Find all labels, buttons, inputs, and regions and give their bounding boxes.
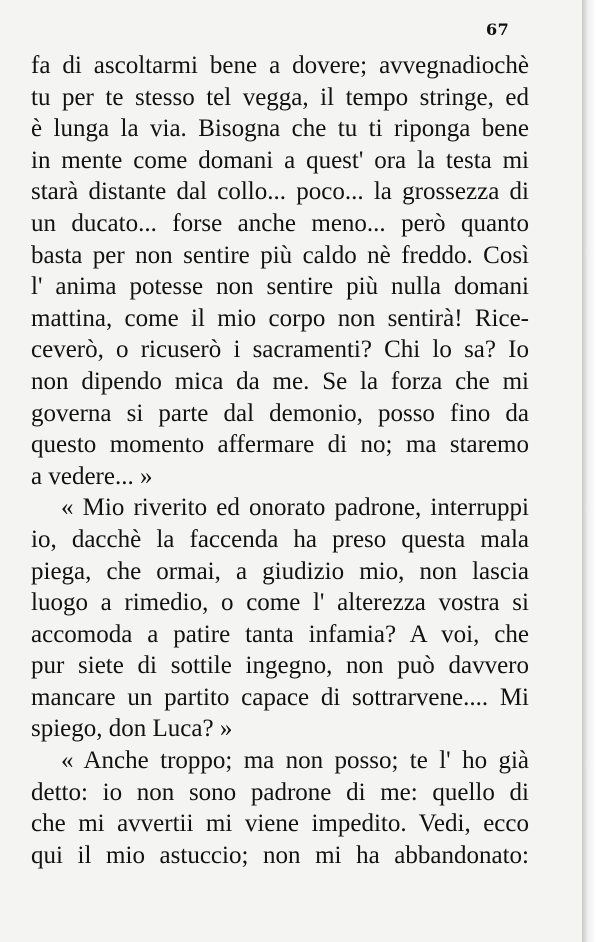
text-line: un ducato... forse anche meno... però quanto xyxy=(31,209,529,237)
text-line: io, dacchè la faccenda ha preso questa mala xyxy=(31,525,529,553)
page-edge xyxy=(582,0,596,942)
text-line: « Anche troppo; ma non posso; te l' ho già xyxy=(61,747,529,775)
text-line: ceverò, o ricuserò i sacramenti? Chi lo sa? Io xyxy=(31,336,529,364)
text-line: detto: io non sono padrone di me: quello di xyxy=(31,778,529,806)
text-line: accomoda a patire tanta infamia? A voi, che xyxy=(31,620,529,648)
text-line: qui il mio astuccio; non mi ha abbandonato: xyxy=(31,841,529,869)
text-line: è lunga la via. Bisogna che tu ti riponga bene xyxy=(31,115,529,143)
text-line: a vedere... » xyxy=(31,462,153,490)
text-line: piega, che ormai, a giudizio mio, non lascia xyxy=(31,557,529,585)
text-line: che mi avvertii mi viene impedito. Vedi, ecco xyxy=(31,810,529,838)
text-line: luogo a rimedio, o come l' alterezza vostra si xyxy=(31,589,529,617)
text-line: basta per non sentire più caldo nè freddo. Così xyxy=(31,241,529,269)
text-line: questo momento affermare di no; ma staremo xyxy=(31,431,529,459)
text-line: « Mio riverito ed onorato padrone, interruppi xyxy=(61,494,529,522)
text-line: mancare un partito capace di sottrarvene.... Mi xyxy=(31,683,529,711)
text-line: non dipendo mica da me. Se la forza che mi xyxy=(31,367,529,395)
page-number: 67 xyxy=(486,20,510,39)
text-line: l' anima potesse non sentire più nulla domani xyxy=(31,273,529,301)
page-text xyxy=(31,50,529,871)
text-line: governa si parte dal demonio, posso fino da xyxy=(31,399,529,427)
text-line: fa di ascoltarmi bene a dovere; avvegnadiochè xyxy=(31,52,529,79)
text-line: spiego, don Luca? » xyxy=(31,715,233,743)
text-line: starà distante dal collo... poco... la grossezza di xyxy=(31,178,529,206)
text-line: in mente come domani a quest' ora la testa mi xyxy=(31,146,529,174)
text-line: mattina, come il mio corpo non sentirà! Rice- xyxy=(31,304,529,332)
text-line: pur siete di sottile ingegno, non può davvero xyxy=(31,652,529,680)
text-line: tu per te stesso tel vegga, il tempo stringe, ed xyxy=(31,83,529,111)
